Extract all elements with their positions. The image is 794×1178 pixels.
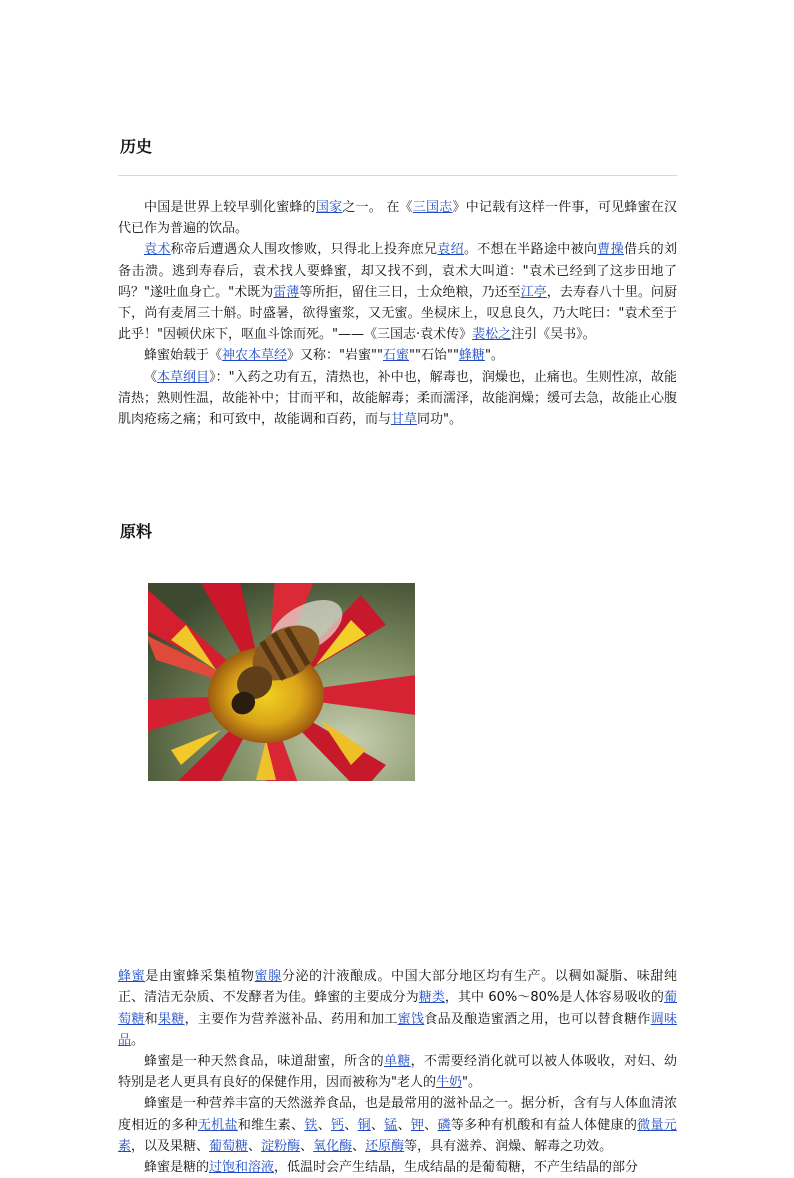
link-nectary[interactable]: 蜜腺: [254, 969, 282, 985]
materials-paragraph-2: 蜂蜜是一种天然食品，味道甜蜜，所含的单糖，不需要经消化就可以被人体吸收，对妇、幼特别是老人更具有良好的保健作用，因而被称为"老人的牛奶"。: [118, 1054, 677, 1091]
link-trace-elements[interactable]: 微量元素: [118, 1117, 677, 1154]
history-paragraph-1: 中国是世界上较早驯化蜜蜂的国家之一。 在《三国志》中记载有这样一件事，可见蜂蜜在汉代已作为普遍的饮品。: [118, 200, 677, 237]
link-yuan-shu[interactable]: 袁术: [144, 242, 171, 258]
link-cao-cao[interactable]: 曹操: [597, 242, 624, 258]
link-inorganic-salt[interactable]: 无机盐: [197, 1117, 238, 1133]
link-honey[interactable]: 蜂蜜: [118, 969, 146, 985]
link-lei-bo[interactable]: 雷薄: [273, 284, 300, 300]
materials-paragraph-1: 蜂蜜是由蜜蜂采集植物蜜腺分泌的汁液酿成。中国大部分地区均有生产。以稠如凝脂、味甜纯正、清洁无杂质、不发酵者为佳。蜂蜜的主要成分为糖类，其中 60%～80%是人体容易吸收的葡萄糖和果糖，主要作为营养滋补品、药用和加工蜜饯食品及酿造蜜酒之用，也可以替食糖作调味品。: [118, 969, 677, 1048]
link-copper[interactable]: 铜: [357, 1117, 371, 1133]
link-condiment[interactable]: 调味品: [118, 1011, 677, 1048]
link-bencao-gangmu[interactable]: 本草纲目: [157, 369, 210, 385]
link-manganese[interactable]: 锰: [384, 1117, 398, 1133]
bee-on-red-flower-photo: [148, 583, 415, 781]
link-milk[interactable]: 牛奶: [435, 1075, 462, 1091]
link-phosphorus[interactable]: 磷: [437, 1117, 451, 1133]
link-pei-songzhi[interactable]: 裴松之: [472, 327, 512, 343]
materials-paragraph-4: 蜂蜜是糖的过饱和溶液，低温时会产生结晶，生成结晶的是葡萄糖，不产生结晶的部分: [144, 1160, 639, 1176]
history-section-body: [118, 197, 677, 430]
link-fengtang[interactable]: 蜂糖: [458, 348, 485, 364]
history-paragraph-3: 蜂蜜始载于《神农本草经》又称："岩蜜""石蜜""石饴""蜂糖"。: [144, 348, 504, 364]
link-carbohydrates[interactable]: 糖类: [418, 990, 445, 1006]
link-glucose-2[interactable]: 葡萄糖: [209, 1138, 249, 1154]
history-paragraph-2: 袁术称帝后遭遇众人围攻惨败，只得北上投奔庶兄袁绍。不想在半路途中被向曹操借兵的刘备击溃。逃到寿春后，袁术找人要蜂蜜，却又找不到，袁术大叫道："袁术已经到了这步田地了吗？"遂吐血身亡。"术既为雷薄等所拒，留住三日，士众绝粮，乃还至江亭，去寿春八十里。问厨下，尚有麦屑三十斛。时盛暑，欲得蜜浆，又无蜜。坐棂床上，叹息良久，乃大咤曰："袁术至于此乎！"因顿伏床下，呕血斗馀而死。"——《三国志·袁术传》裴松之注引《吴书》。: [118, 242, 677, 343]
link-calcium[interactable]: 钙: [331, 1117, 345, 1133]
link-gancao[interactable]: 甘草: [391, 412, 418, 428]
materials-section-body: [118, 577, 677, 1178]
link-amylase[interactable]: 淀粉酶: [261, 1138, 301, 1154]
link-candied-fruit[interactable]: 蜜饯: [397, 1011, 425, 1027]
link-reductase[interactable]: 还原酶: [365, 1138, 405, 1154]
link-potassium[interactable]: 钾: [410, 1117, 425, 1133]
link-country[interactable]: 国家: [315, 200, 343, 215]
history-paragraph-4: 《本草纲目》："入药之功有五，清热也，补中也，解毒也，润燥也，止痛也。生则性凉，故能清热；熟则性温，故能补中；甘而平和，故能解毒；柔而濡泽，故能润燥；缓可去急，故能止心腹肌肉疮疡之痛；和可致中，故能调和百药，而与甘草同功"。: [118, 369, 678, 428]
materials-paragraph-3: 蜂蜜是一种营养丰富的天然滋养食品，也是最常用的滋补品之一。据分析，含有与人体血清浓度相近的多种无机盐和维生素、铁、钙、铜、锰、钾、磷等多种有机酸和有益人体健康的微量元素，以及果糖、葡萄糖、淀粉酶、氧化酶、还原酶等，具有滋养、润燥、解毒之功效。: [118, 1096, 678, 1154]
link-supersaturated-solution[interactable]: 过饱和溶液: [209, 1160, 275, 1176]
link-jiang-ting[interactable]: 江亭: [520, 284, 547, 300]
bee-photo-illustration: [148, 583, 415, 781]
link-shennong-bencaojing[interactable]: 神农本草经: [222, 348, 288, 364]
link-shimi[interactable]: 石蜜: [382, 348, 409, 364]
section-divider: [118, 175, 677, 176]
link-oxidase[interactable]: 氧化酶: [313, 1138, 353, 1154]
link-sanguozhi[interactable]: 三国志: [412, 200, 453, 215]
link-yuan-shao[interactable]: 袁绍: [437, 242, 464, 258]
link-monosaccharide[interactable]: 单糖: [383, 1054, 411, 1070]
link-glucose[interactable]: 葡萄糖: [118, 990, 677, 1027]
section-heading-materials: 原料: [120, 522, 153, 541]
link-iron[interactable]: 铁: [304, 1117, 318, 1133]
section-heading-history: 历史: [120, 137, 153, 156]
link-fructose[interactable]: 果糖: [157, 1011, 185, 1027]
